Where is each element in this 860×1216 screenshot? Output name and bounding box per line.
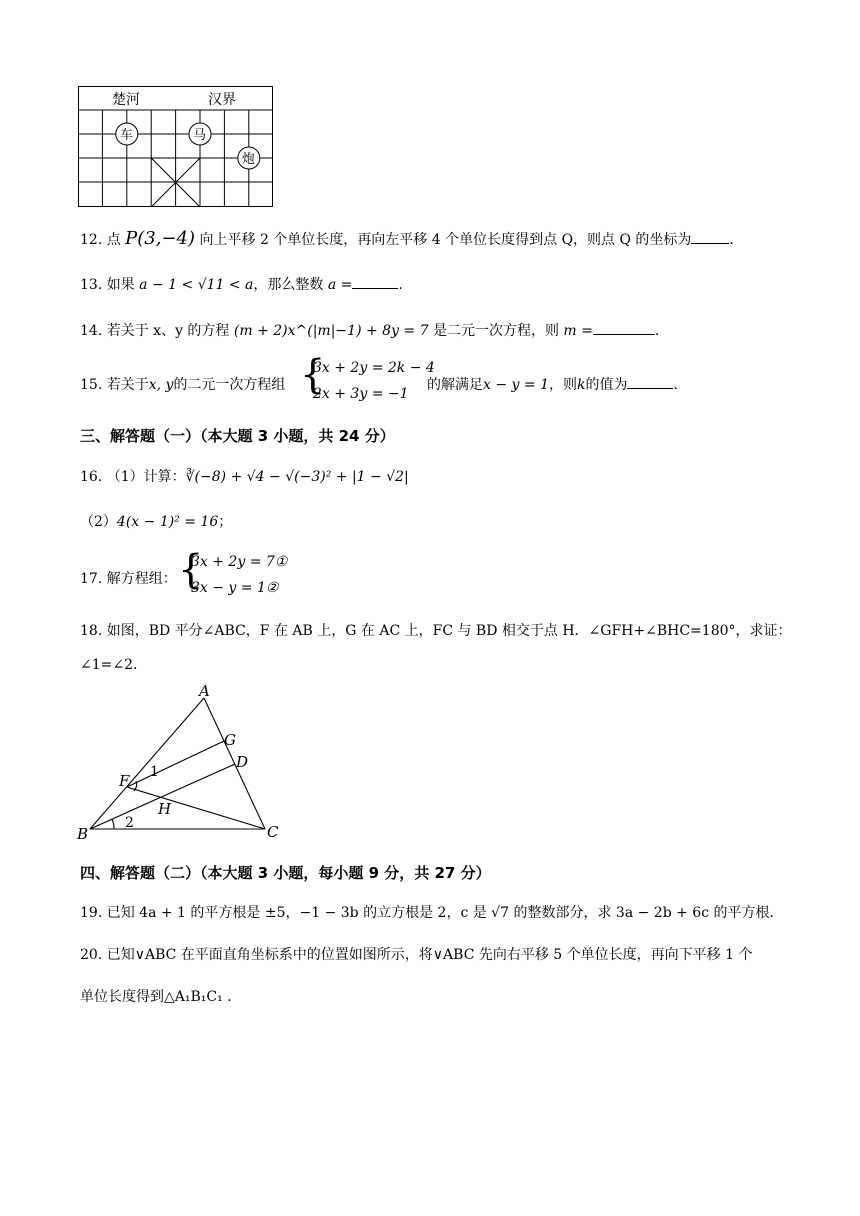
question-20-line2: 单位长度得到△A₁B₁C₁ . (80, 989, 232, 1005)
question-16-part2: （2）4(x − 1)² = 16； (80, 514, 233, 530)
label-a: A (199, 685, 210, 700)
question-14: 14. 若关于 x、y 的方程 (m + 2)x^(|m|−1) + 8y = 7 是二元一次方程，则 m = . (80, 320, 659, 340)
question-12: 12. 点 P(3,−4) 向上平移 2 个单位长度，再向左平移 4 个单位长度得到点 Q，则点 Q 的坐标为 . (80, 228, 734, 249)
river-right-label: 汉界 (208, 92, 236, 108)
question-17: 17. 解方程组： (80, 571, 177, 587)
question-16-part1: 16. （1）计算：∛(−8) + √4 − √(−3)² + |1 − √2| (80, 469, 409, 485)
question-15-intro: 15. 若关于x, y的二元一次方程组 (80, 377, 286, 393)
label-angle-2: 2 (125, 815, 134, 831)
river-left-label: 楚河 (112, 92, 140, 108)
label-g: G (224, 731, 236, 749)
label-f: F (119, 772, 130, 790)
label-angle-1: 1 (150, 764, 159, 780)
chessboard-figure (78, 86, 274, 208)
answer-blank[interactable] (627, 374, 673, 389)
q15-eq1: 3x + 2y = 2k − 4 (313, 360, 435, 376)
triangle-figure (70, 685, 290, 845)
expr-16-1: ∛(−8) + √4 − √(−3)² + |1 − √2| (185, 469, 409, 485)
question-15-rest: 的解满足x − y = 1，则k的值为 . (427, 374, 678, 394)
question-18-line1: 18. 如图，BD 平分∠ABC，F 在 AB 上，G 在 AC 上，FC 与 BD 相交于点 H．∠GFH+∠BHC=180°，求证： (80, 623, 792, 639)
q17-eq1: 3x + 2y = 7① (191, 554, 288, 570)
chess-piece-pao (238, 147, 260, 169)
question-13: 13. 如果 a − 1 < √11 < a，那么整数 a = . (80, 274, 403, 294)
section-3-heading: 三、解答题（一）（本大题 3 小题，共 24 分） (80, 427, 395, 445)
question-20-line1: 20. 已知∨ABC 在平面直角坐标系中的位置如图所示，将∨ABC 先向右平移 5 个单位长度，再向下平移 1 个 (80, 947, 753, 963)
expr-16-2: 4(x − 1)² = 16 (116, 514, 219, 530)
label-c: C (267, 823, 279, 841)
svg-text:车: 车 (120, 128, 134, 143)
q17-eq2: 3x − y = 1② (191, 580, 279, 596)
svg-text:炮: 炮 (242, 152, 256, 167)
answer-blank[interactable] (691, 229, 729, 244)
chess-piece-ma (189, 123, 211, 145)
inequality-expr: a − 1 < √11 < a (139, 277, 254, 293)
svg-text:马: 马 (193, 128, 207, 143)
equation-expr: (m + 2)x^(|m|−1) + 8y = 7 (233, 323, 429, 339)
label-h: H (158, 800, 172, 818)
label-d: D (236, 753, 249, 771)
brace-17: { (178, 547, 204, 593)
answer-blank[interactable] (352, 274, 398, 289)
section-4-heading: 四、解答题（二）（本大题 3 小题，每小题 9 分，共 27 分） (80, 864, 491, 882)
question-19: 19. 已知 4a + 1 的平方根是 ±5，−1 − 3b 的立方根是 2，c 是 √7 的整数部分，求 3a − 2b + 6c 的平方根. (80, 905, 774, 921)
point-p: P(3,−4) (125, 228, 196, 249)
brace-15: { (300, 352, 326, 398)
answer-blank[interactable] (593, 320, 655, 335)
label-b: B (77, 825, 89, 843)
question-18-line2: ∠1=∠2． (80, 657, 148, 673)
chess-piece-che (116, 123, 138, 145)
q15-eq2: 2x + 3y = −1 (313, 386, 409, 402)
